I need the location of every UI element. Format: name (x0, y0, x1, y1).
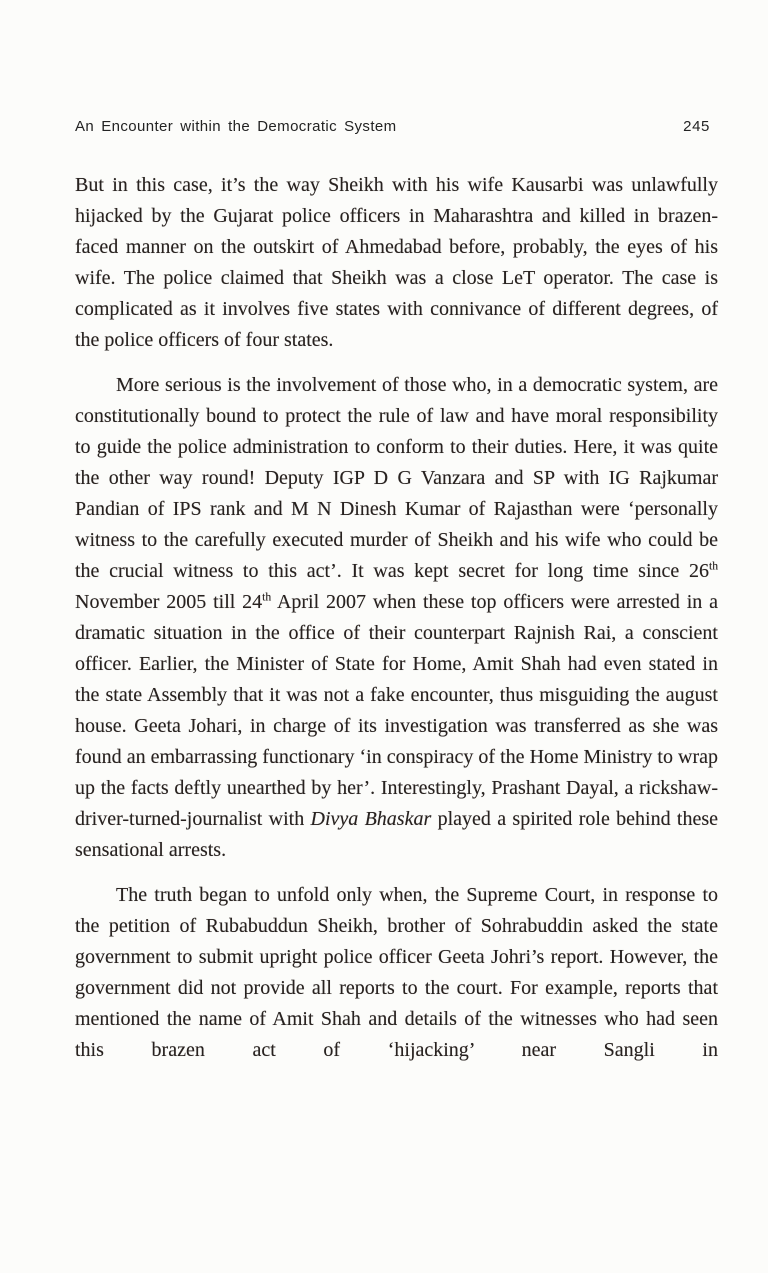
text-run: The truth began to unfold only when, the Supreme Court, in response to the petition of Rubabuddun Sheikh, brother of Sohrabuddin asked the state government to submit upright police officer Geeta Johri’s report. However, the government did not provide all reports to the court. For example, reports that mentioned the name of Amit Shah and details of the witnesses who had seen this brazen act of ‘hijacking’ near Sangli in (75, 884, 718, 1061)
page-number: 245 (683, 118, 710, 135)
book-title-italic: Divya Bhaskar (310, 808, 432, 830)
paragraph (75, 170, 718, 356)
text-run: But in this case, it’s the way Sheikh with his wife Kausarbi was unlawfully hijacked by the Gujarat police officers in Maharashtra and killed in brazen-faced manner on the outskirt of Ahmedabad before, probably, the eyes of his wife. The police claimed that Sheikh was a close LeT operator. The case is complicated as it involves five states with connivance of different degrees, of the police officers of four states. (75, 174, 718, 351)
text-run: November 2005 till 24 (75, 591, 263, 613)
text-run: More serious is the involvement of those who, in a democratic system, are constitutionally bound to protect the rule of law and have moral responsibility to guide the police administration to conform to their duties. Here, it was quite the other way round! Deputy IGP D G Vanzara and SP with IG Rajkumar Pandian of IPS rank and M N Dinesh Kumar of Rajasthan were ‘personally witness to the carefully executed murder of Sheikh and his wife who could be the crucial witness to this act’. It was kept secret for long time since 26 (75, 374, 718, 582)
ordinal-superscript: th (708, 559, 718, 573)
text-run: April 2007 when these top officers were arrested in a dramatic situation in the office of their counterpart Rajnish Rai, a conscient officer. Earlier, the Minister of State for Home, Amit Shah had even stated in the state Assembly that it was not a fake encounter, thus misguiding the august house. Geeta Johari, in charge of its investigation was transferred as she was found an embarrassing functionary ‘in conspiracy of the Home Ministry to wrap up the facts deftly unearthed by her’. Interestingly, Prashant Dayal, a rickshaw-driver-turned-journalist with (75, 591, 718, 830)
running-head: An Encounter within the Democratic System (75, 118, 397, 135)
paragraph (75, 880, 718, 1066)
paragraph (75, 370, 718, 866)
text-run: played a spirited role behind these sensational arrests. (75, 808, 718, 861)
page-body (75, 170, 718, 1066)
page-header (75, 118, 718, 136)
ordinal-superscript: th (262, 590, 272, 604)
